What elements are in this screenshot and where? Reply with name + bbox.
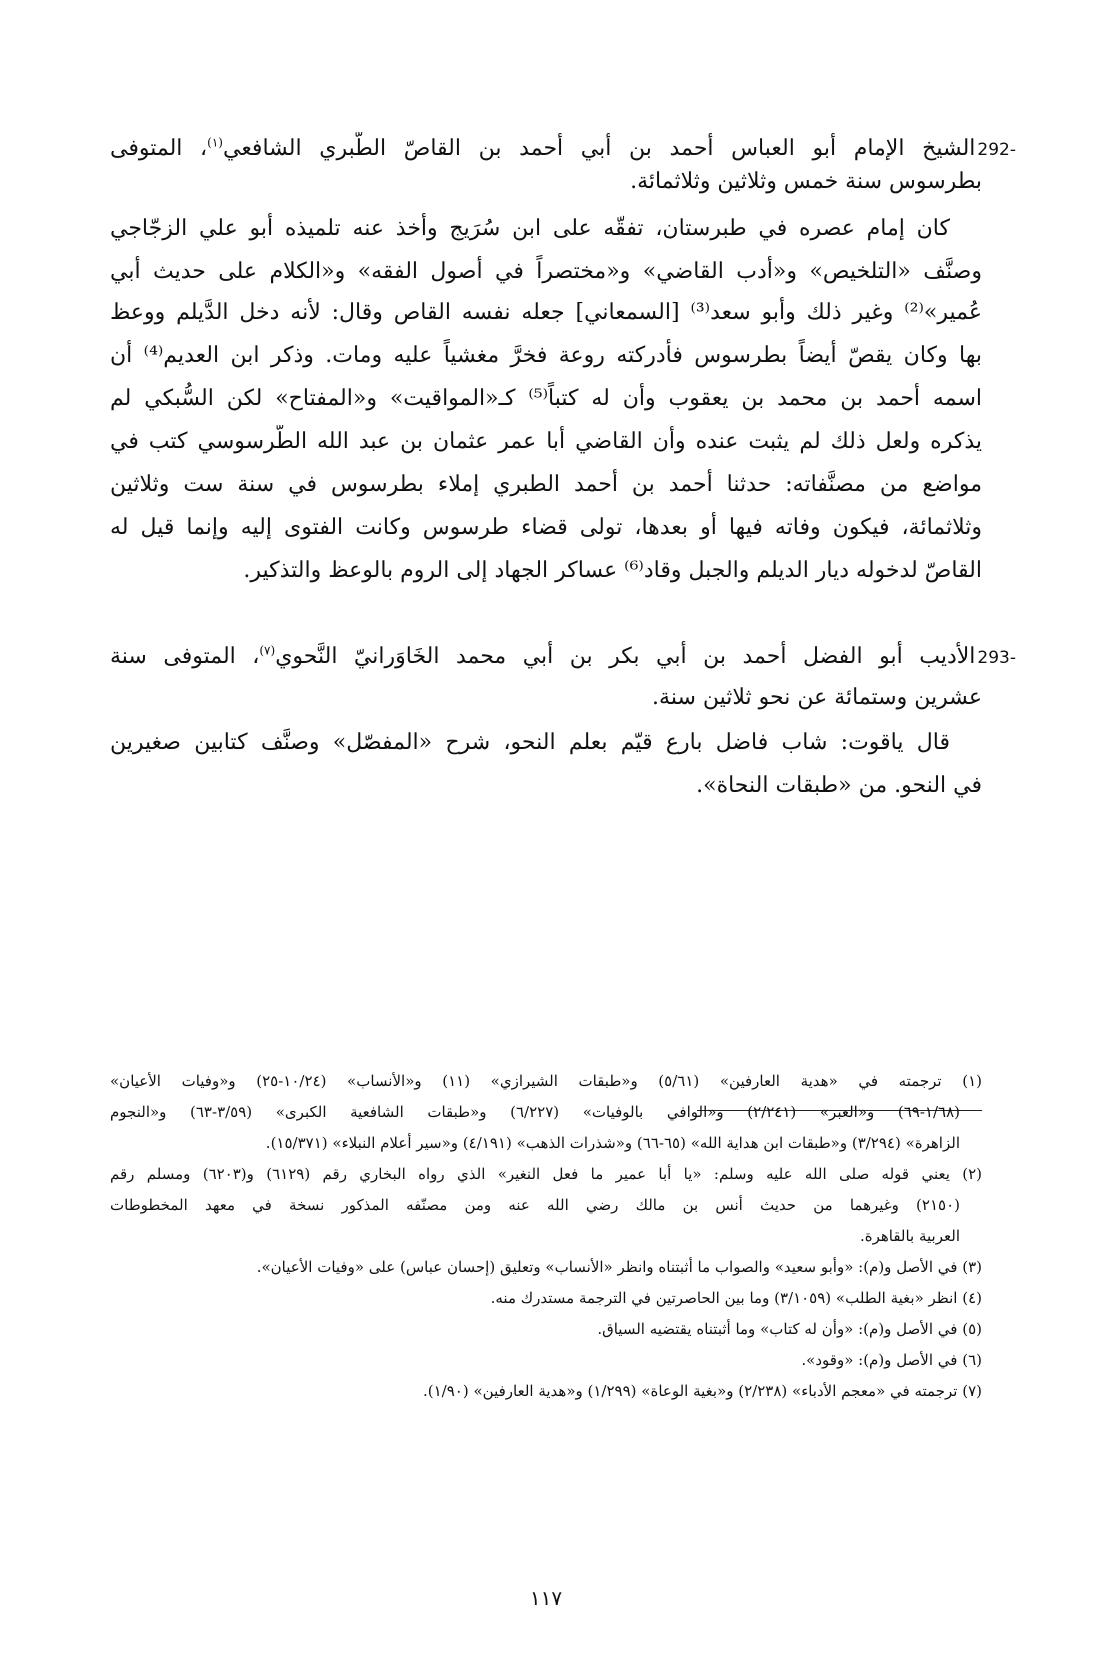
footnotes [110, 1066, 982, 1407]
heading-tail: ، المتوفى سنة [110, 644, 260, 669]
footnote-line: العربية بالقاهرة. [859, 1227, 960, 1245]
paragraph-line: يذكره ولعل ذلك لم يثبت عنده وأن القاضي أبا عمر عثمان بن عبد الله الطَّرسوسي كتب في [110, 429, 982, 454]
paragraph-line: اسمه أحمد بن محمد بن يعقوب وأن له كتباً⁽⁵⁾ كـ«المواقيت» و«المفتاح» لكن السُّبكي لم [110, 386, 982, 411]
footnote-line: (٤) انظر «بغية الطلب» (٣/١٠٥٩) وما بين الحاصرتين في الترجمة مستدرك منه. [490, 1289, 982, 1307]
paragraph-line: قال ياقوت: شاب فاضل بارع قيّم بعلم النحو، شرح «المفصّل» وصنَّف كتابين صغيرين [110, 730, 950, 755]
footnote-line: (٢١٥٠) وغيرهما من حديث أنس بن مالك رضي الله عنه ومن مصنّفه المذكور نسخة في معهد المخطوطات [110, 1196, 960, 1214]
page [110, 0, 1016, 1659]
entry-292 [110, 132, 1016, 587]
footnote-line: (٥) في الأصل و(م): «وأن له كتاب» وما أثبتناه يقتضيه السياق. [597, 1320, 982, 1338]
entry-293-heading-line-2: عشرين وستمائة عن نحو ثلاثين سنة. [652, 685, 982, 710]
footnote-line: الزاهرة» (٣/٢٩٤) و«طبقات ابن هداية الله» (٦٥-٦٦) و«شذرات الذهب» (٤/١٩١) و«سير أعلام النبلاء» (١٥/٣٧١). [265, 1134, 960, 1152]
entry-293-heading-line [110, 640, 1016, 673]
entry-292-heading-line [110, 132, 1016, 165]
footnote-line: (٣) في الأصل و(م): «وأبو سعيد» والصواب ما أثبتناه وانظر «الأنساب» وتعليق (إحسان عباس) على «وفيات الأعيان». [256, 1258, 982, 1276]
paragraph-line: كان إمام عصره في طبرستان، تفقّه على ابن سُرَيج وأخذ عنه تلميذه أبو علي الزجّاجي [110, 216, 950, 241]
heading-text: الشيخ الإمام أبو العباس أحمد بن أبي أحمد بن القاصّ الطَّبري الشافعي [222, 136, 976, 161]
footnote-line: (٦) في الأصل و(م): «وقود». [801, 1351, 982, 1369]
entry-number: 292- [977, 140, 1016, 160]
page-number: ١١٧ [529, 1586, 563, 1610]
paragraph-line: مواضع من مصنَّفاته: حدثنا أحمد بن أحمد الطبري إملاء بطرسوس في سنة ست وثلاثين [110, 472, 982, 497]
footnote-line: (١) ترجمته في «هدية العارفين» (٥/٦١) و«طبقات الشيرازي» (١١) و«الأنساب» (١٠/٢٤-٢٥) و«وفيات الأعيان» [110, 1072, 982, 1090]
footnote-line: (١/٦٨-٦٩) و«العبر» (٢/٢٤١) و«الوافي بالوفيات» (٦/٢٢٧) و«طبقات الشافعية الكبرى» (٣/٥٩-٦٣) و«النجوم [110, 1103, 960, 1121]
footnote-line: (٧) ترجمته في «معجم الأدباء» (٢/٢٣٨) و«بغية الوعاة» (١/٢٩٩) و«هدية العارفين» (١/٩٠). [423, 1382, 982, 1400]
footnote-ref: (٧) [259, 643, 276, 658]
heading-tail: ، المتوفى [110, 136, 208, 161]
heading-text: الأديب أبو الفضل أحمد بن أبي بكر بن أبي محمد الخَاوَرانيّ النَّحوي [275, 644, 976, 669]
footnote-ref: (١) [207, 135, 223, 150]
paragraph-line: وصنَّف «التلخيص» و«أدب القاضي» و«مختصراً في أصول الفقه» و«الكلام على حديث أبي [110, 259, 982, 284]
paragraph-line: وثلاثمائة، فيكون وفاته فيها أو بعدها، تولى قضاء طرسوس وكانت الفتوى إليه وإنما قيل له [110, 515, 982, 540]
paragraph-line: في النحو. من «طبقات النحاة». [696, 773, 982, 798]
entry-293 [110, 640, 1016, 802]
entry-292-heading-line-2: بطرسوس سنة خمس وثلاثين وثلاثمائة. [630, 169, 982, 194]
footnote-line: (٢) يعني قوله صلى الله عليه وسلم: «يا أبا عمير ما فعل النغير» الذي رواه البخاري رقم (٦١٢٩) و(٦٢٠٣) ومسلم رقم [110, 1165, 982, 1183]
paragraph-line: بها وكان يقصّ أيضاً بطرسوس فأدركته روعة فخرَّ مغشياً عليه ومات. وذكر ابن العديم⁽⁴⁾ أن [110, 343, 982, 368]
paragraph-line: القاصّ لدخوله ديار الديلم والجبل وقاد⁽⁶⁾ عساكر الجهاد إلى الروم بالوعظ والتذكير. [243, 558, 982, 583]
paragraph-line: عُمير»⁽²⁾ وغير ذلك وأبو سعد⁽³⁾ [السمعاني] جعله نفسه القاص وقال: لأنه دخل الدَّيلم ووعظ [110, 300, 982, 325]
entry-number: 293- [977, 648, 1016, 668]
